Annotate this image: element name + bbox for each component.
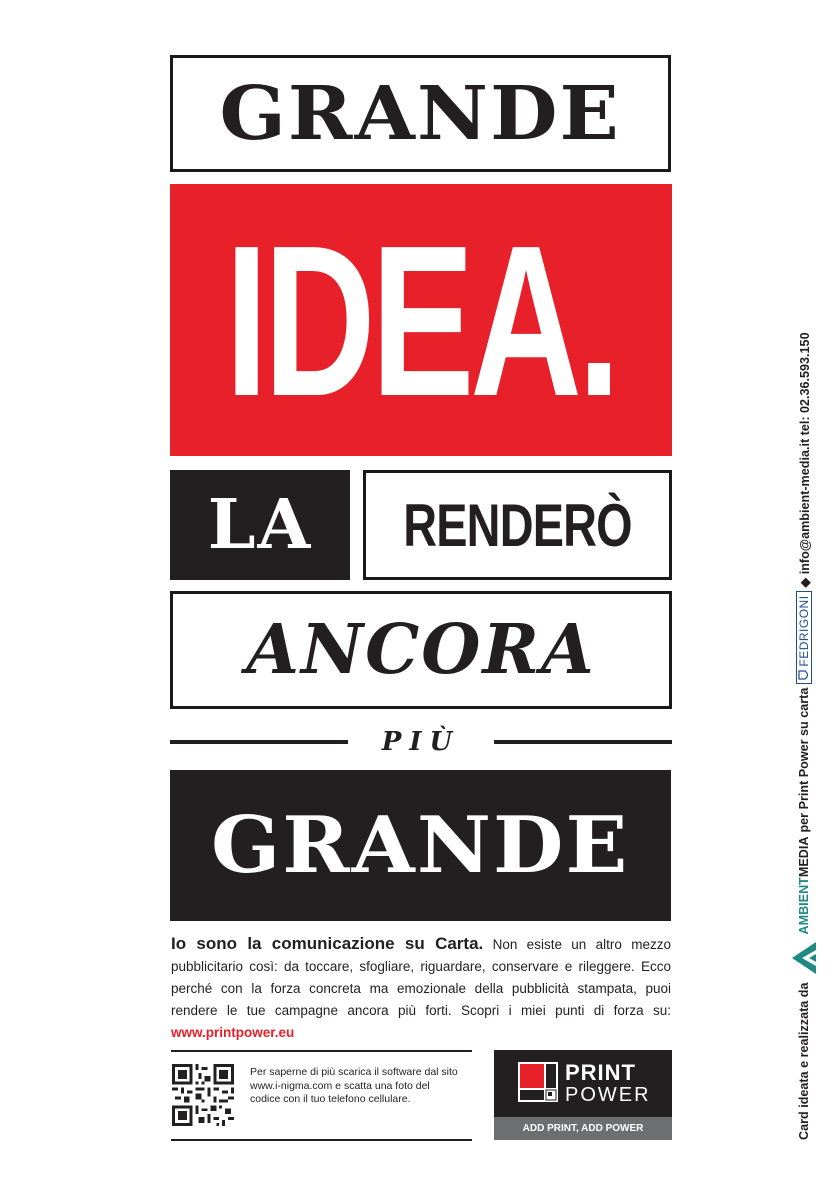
- headline-rendero-text: RENDERÒ: [403, 491, 632, 559]
- headline-grande-bottom-box: [170, 770, 671, 921]
- headline-grande-box: [170, 55, 671, 172]
- print-power-tagline: ADD PRINT, ADD POWER: [494, 1117, 672, 1140]
- headline-ancora-box: [170, 591, 672, 709]
- qr-code-icon[interactable]: [172, 1064, 234, 1126]
- credit-contacts: ◆ info@ambient-media.it tel: 02.36.593.150: [797, 332, 812, 588]
- divider-left: [170, 740, 348, 744]
- printpower-link[interactable]: www.printpower.eu: [171, 1025, 295, 1040]
- print-power-logo-icon: [518, 1062, 558, 1102]
- headline-grande-text: GRANDE: [219, 70, 622, 157]
- headline-rendero-box: [363, 470, 672, 580]
- headline-idea-text: IDEA.: [225, 199, 617, 441]
- bottom-rule-top: [171, 1050, 472, 1052]
- headline-la-text: LA: [207, 485, 313, 565]
- body-text: Non esiste un altro mezzo pubblicitario così: da toccare, sfogliare, riguardare, conservare e rileggere. Ecco perché con la forza concreta ma emozionale della pubblicità stampata, puoi rendere le tue campagne ancora più forti. Scopri i miei punti di forza su:: [171, 937, 671, 1018]
- qr-instructions: Per saperne di più scarica il software dal sito www.i-nigma.com e scatta una foto del codice con il tuo telefono cellulare.: [250, 1066, 458, 1105]
- ambient-media-logo-icon: [790, 939, 818, 979]
- headline-grande-bottom-text: GRANDE: [211, 800, 630, 891]
- body-paragraph: [171, 933, 671, 1044]
- print-power-name-top: PRINT: [565, 1060, 636, 1085]
- body-lead: Io sono la comunicazione su Carta.: [171, 934, 484, 953]
- credit-middle: per Print Power su carta: [797, 687, 811, 833]
- print-power-logo-box[interactable]: [494, 1050, 672, 1140]
- headline-piu-text: PIÙ: [381, 727, 461, 757]
- print-power-name-bottom: POWER: [565, 1084, 651, 1106]
- credit-prefix: Card ideata e realizzata da: [797, 982, 811, 1140]
- headline-la-box: [170, 470, 350, 580]
- headline-ancora-text: ANCORA: [246, 610, 596, 690]
- media-word: MEDIA: [797, 836, 811, 878]
- divider-right: [494, 740, 672, 744]
- bottom-rule-bottom: [171, 1139, 472, 1141]
- ambient-word: AMBIENT: [797, 877, 811, 935]
- fedrigoni-text: FEDRIGONI: [797, 595, 811, 667]
- fedrigoni-crest-icon: [798, 670, 810, 680]
- headline-idea-box: [170, 184, 672, 456]
- side-credit: [782, 80, 826, 1140]
- headline-piu-row: [170, 722, 672, 762]
- fedrigoni-badge: [796, 591, 812, 683]
